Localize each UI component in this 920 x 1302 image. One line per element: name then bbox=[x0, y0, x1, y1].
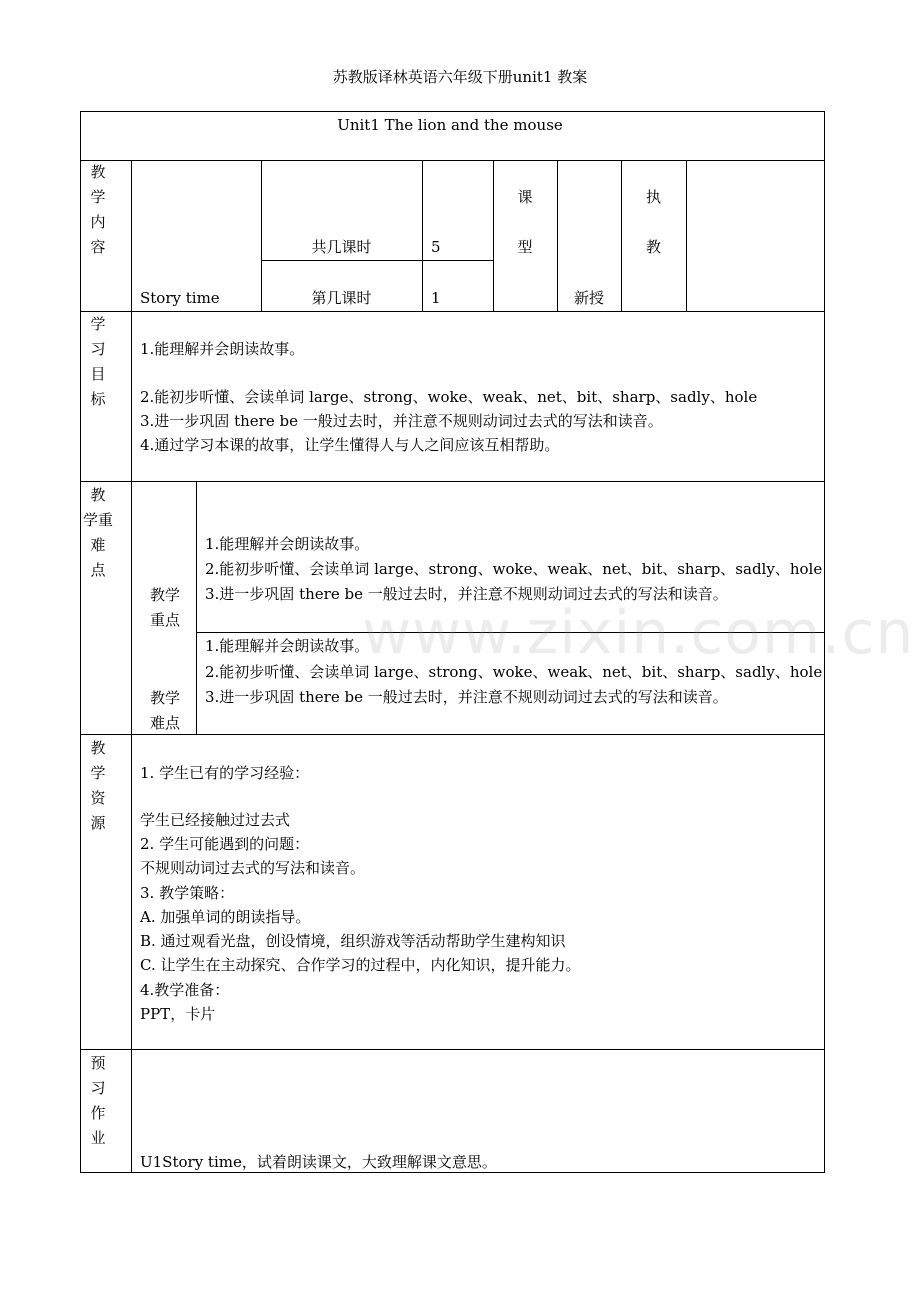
column-divider bbox=[131, 160, 132, 1173]
resource-line: 2. 学生可能遇到的问题： bbox=[140, 835, 310, 853]
resource-line: 学生已经接触过过去式 bbox=[140, 811, 291, 829]
topic-value: Story time bbox=[140, 289, 220, 307]
row-divider bbox=[80, 1049, 825, 1050]
watermark: www.zixin.com.cn bbox=[362, 598, 915, 668]
current-period-label: 第几课时 bbox=[311, 289, 372, 307]
column-divider bbox=[621, 160, 622, 311]
objective-item: 4.通过学习本课的故事，让学生懂得人与人之间应该互相帮助。 bbox=[140, 436, 560, 454]
row-divider bbox=[261, 260, 493, 261]
teacher-label-2: 教 bbox=[645, 238, 661, 256]
column-divider bbox=[196, 481, 197, 734]
lesson-type-label-2: 型 bbox=[517, 238, 533, 256]
focus-item: 2.能初步听懂、会读单词 large、strong、woke、weak、net、bit、sharp、sadly、hole bbox=[205, 560, 823, 578]
total-periods-value: 5 bbox=[431, 238, 441, 256]
resource-line: 不规则动词过去式的写法和读音。 bbox=[140, 859, 366, 877]
lesson-type-value: 新授 bbox=[573, 289, 604, 307]
difficulty-item: 3.进一步巩固 there be 一般过去时，并注意不规则动词过去式的写法和读音。 bbox=[205, 688, 728, 706]
objective-item: 2.能初步听懂、会读单词 large、strong、woke、weak、net、bit、sharp、sadly、hole bbox=[140, 388, 758, 406]
preview-label: 预 习 作 业 bbox=[90, 1054, 106, 1147]
column-divider bbox=[422, 160, 423, 311]
row-divider bbox=[80, 734, 825, 735]
difficulty-item: 2.能初步听懂、会读单词 large、strong、woke、weak、net、bit、sharp、sadly、hole bbox=[205, 663, 823, 681]
row-divider bbox=[80, 311, 825, 312]
resource-line: 4.教学准备： bbox=[140, 981, 230, 999]
document-title: 苏教版译林英语六年级下册unit1 教案 bbox=[332, 68, 588, 86]
resources-label: 教 学 资 源 bbox=[90, 739, 106, 832]
resource-line: PPT，卡片 bbox=[140, 1005, 216, 1023]
column-divider bbox=[493, 160, 494, 311]
resource-line: 3. 教学策略： bbox=[140, 884, 235, 902]
row-divider bbox=[80, 160, 825, 161]
content-row-label: 教 学 内 容 bbox=[90, 163, 106, 256]
objective-item: 3.进一步巩固 there be 一般过去时，并注意不规则动词过去式的写法和读音。 bbox=[140, 412, 663, 430]
resource-line: C. 让学生在主动探究、合作学习的过程中，内化知识，提升能力。 bbox=[140, 956, 581, 974]
objectives-label: 学 习 目 标 bbox=[90, 315, 106, 408]
focus-item: 1.能理解并会朗读故事。 bbox=[205, 535, 370, 553]
unit-title: Unit1 The lion and the mouse bbox=[337, 116, 563, 134]
difficulty-label: 教学 难点 bbox=[149, 689, 180, 732]
teacher-label-1: 执 bbox=[645, 188, 661, 206]
current-period-value: 1 bbox=[431, 289, 441, 307]
row-divider bbox=[80, 481, 825, 482]
total-periods-label: 共几课时 bbox=[311, 238, 372, 256]
resource-line: A. 加强单词的朗读指导。 bbox=[140, 908, 311, 926]
focus-label: 教学 重点 bbox=[149, 586, 180, 629]
objective-item: 1.能理解并会朗读故事。 bbox=[140, 340, 305, 358]
lesson-type-label-1: 课 bbox=[517, 188, 533, 206]
difficulty-item: 1.能理解并会朗读故事。 bbox=[205, 637, 370, 655]
key-points-label: 教 学重 难 点 bbox=[82, 486, 113, 579]
focus-item: 3.进一步巩固 there be 一般过去时，并注意不规则动词过去式的写法和读音。 bbox=[205, 585, 728, 603]
preview-text: U1Story time，试着朗读课文，大致理解课文意思。 bbox=[140, 1153, 497, 1171]
resource-line: B. 通过观看光盘，创设情境，组织游戏等活动帮助学生建构知识 bbox=[140, 932, 566, 950]
column-divider bbox=[686, 160, 687, 311]
resource-line: 1. 学生已有的学习经验： bbox=[140, 764, 310, 782]
